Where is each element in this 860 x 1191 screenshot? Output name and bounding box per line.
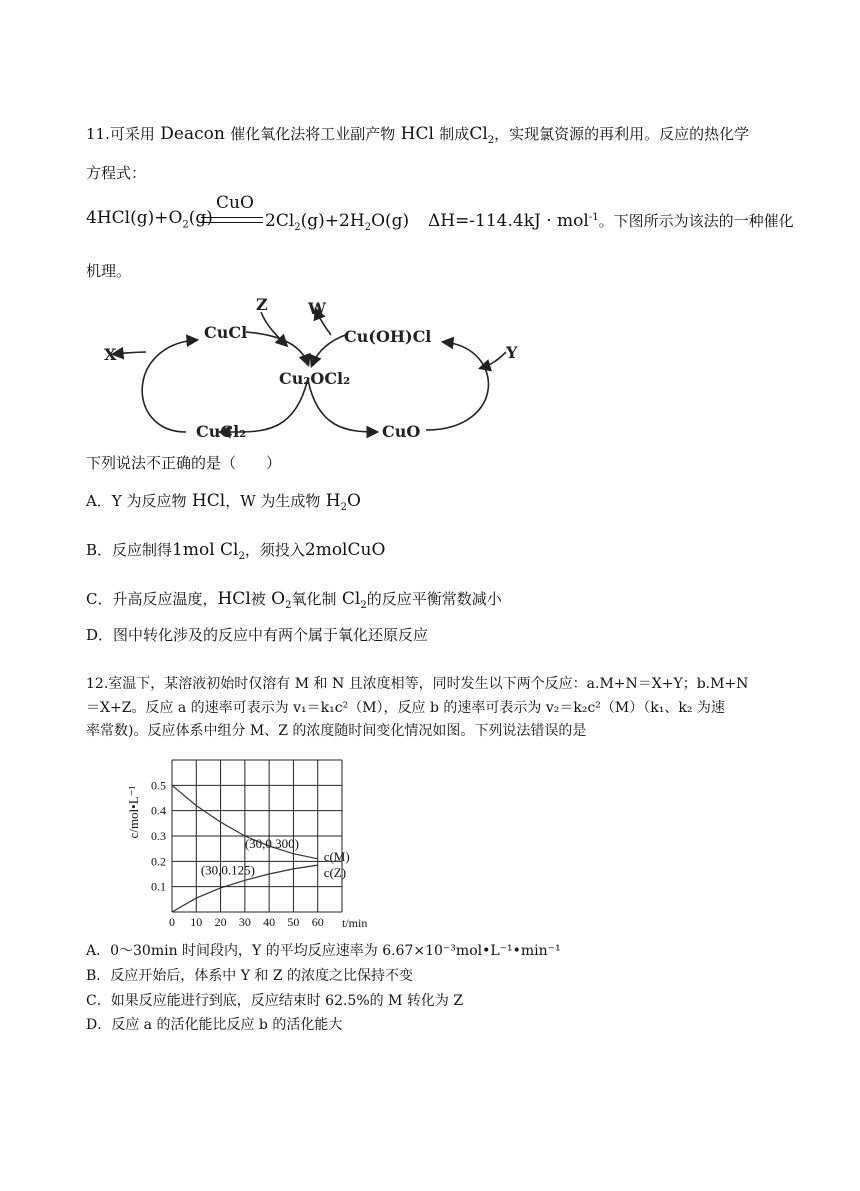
annotation-label: (30,0.300)	[244, 836, 300, 851]
q12-line2: ＝X+Z。反应 a 的速率可表示为 v₁＝k₁c²（M），反应 b 的速率可表示为 v₂＝k₂c²（M）（k₁、k₂ 为速	[86, 700, 725, 716]
x-tick-label: 20	[214, 915, 227, 929]
label-cucl: CuCl	[204, 323, 248, 342]
y-tick-label: 0.2	[151, 854, 166, 869]
q11-line2: 方程式：	[86, 164, 147, 182]
q12-line3: 率常数)。反应体系中组分 M、Z 的浓度随时间变化情况如图。下列说法错误的是	[86, 723, 587, 739]
y-axis-label: c/mol•L⁻¹	[126, 785, 141, 839]
q12-line1: 12.室温下，某溶液初始时仅溶有 M 和 N 且浓度相等，同时发生以下两个反应：a.M+N＝X+Y；b.M+N	[86, 676, 749, 692]
q12-option-d: D．反应 a 的活化能比反应 b 的活化能大	[86, 1017, 343, 1033]
x-tick-label: 40	[263, 915, 276, 929]
x-tick-label: 60	[311, 915, 324, 929]
arrow-to-x	[114, 352, 146, 354]
q11-option-b: B．反应制得1mol $Cl_2$，须投入2molCuO	[86, 540, 386, 562]
series-label: c(Z)	[323, 865, 347, 881]
q11-line4: 机理。	[86, 262, 132, 280]
y-tick-label: 0.5	[151, 778, 166, 793]
q11-prompt: 下列说法不正确的是（ ）	[86, 454, 282, 472]
label-y: Y	[506, 343, 518, 362]
x-tick-label: 30	[238, 915, 251, 929]
catalytic-cycle-diagram	[86, 290, 536, 445]
annotation-label: (30,0.125)	[200, 862, 256, 878]
q11-option-d: D．图中转化涉及的反应中有两个属于氧化还原反应	[86, 626, 429, 644]
catalyst-label: CuO	[216, 193, 254, 213]
arrow-from-y	[481, 352, 506, 368]
y-tick-label: 0.4	[151, 803, 166, 818]
label-cuohcl: Cu(OH)Cl	[344, 327, 432, 346]
label-x: X	[104, 345, 117, 364]
y-tick-label: 0.1	[151, 879, 166, 894]
arrow-cuo-to-cuohcl	[426, 342, 488, 430]
q11-option-a: A．Y 为反应物 HCl，W 为生成物 $H_2O$	[86, 491, 361, 513]
y-tick-label: 0.3	[151, 829, 166, 843]
label-cucl2: CuCl₂	[196, 422, 247, 441]
q12-option-b: B．反应开始后，体系中 Y 和 Z 的浓度之比保持不变	[86, 968, 414, 984]
label-z: Z	[256, 295, 268, 314]
x-tick-label: 0	[169, 915, 175, 929]
x-tick-label: 10	[190, 915, 203, 929]
arrow-cucl2-to-cucl	[142, 340, 196, 432]
label-w: W	[308, 299, 326, 318]
q12-option-a: A．0～30min 时间段内，Y 的平均反应速率为 6.67×10⁻³mol•L⁻¹•min⁻¹	[86, 943, 561, 959]
label-cu2ocl2: Cu₂OCl₂	[279, 369, 351, 388]
q12-option-c: C．如果反应能进行到底，反应结束时 62.5%的 M 转化为 Z	[86, 993, 464, 1009]
q11-option-c: C．升高反应温度，HCl被 $O_2$氧化制 $Cl_2$的反应平衡常数减小	[86, 589, 502, 611]
equation-right: $2Cl_2(g)+2H_2O(g) \Delta H=-114.4kJ \cdot mol^{-1}$。下图所示为该法的一种催化	[265, 211, 794, 233]
x-tick-label: 50	[287, 915, 300, 929]
equation-left: $4HCl(g)+O_2(g)$	[86, 208, 213, 231]
label-cuo: CuO	[382, 422, 421, 441]
x-axis-label: t/min	[342, 916, 368, 930]
q11-line1: 11.可采用 Deacon 催化氧化法将工业副产物 HCl 制成$Cl_2$，实现氯资源的再利用。反应的热化学	[86, 124, 750, 146]
chart-series	[172, 785, 350, 912]
chart-ticks	[151, 778, 324, 929]
concentration-time-chart	[110, 752, 380, 932]
series-label: c(M)	[323, 848, 350, 864]
arrow-cuohcl-to-cu2ocl2	[312, 334, 348, 365]
